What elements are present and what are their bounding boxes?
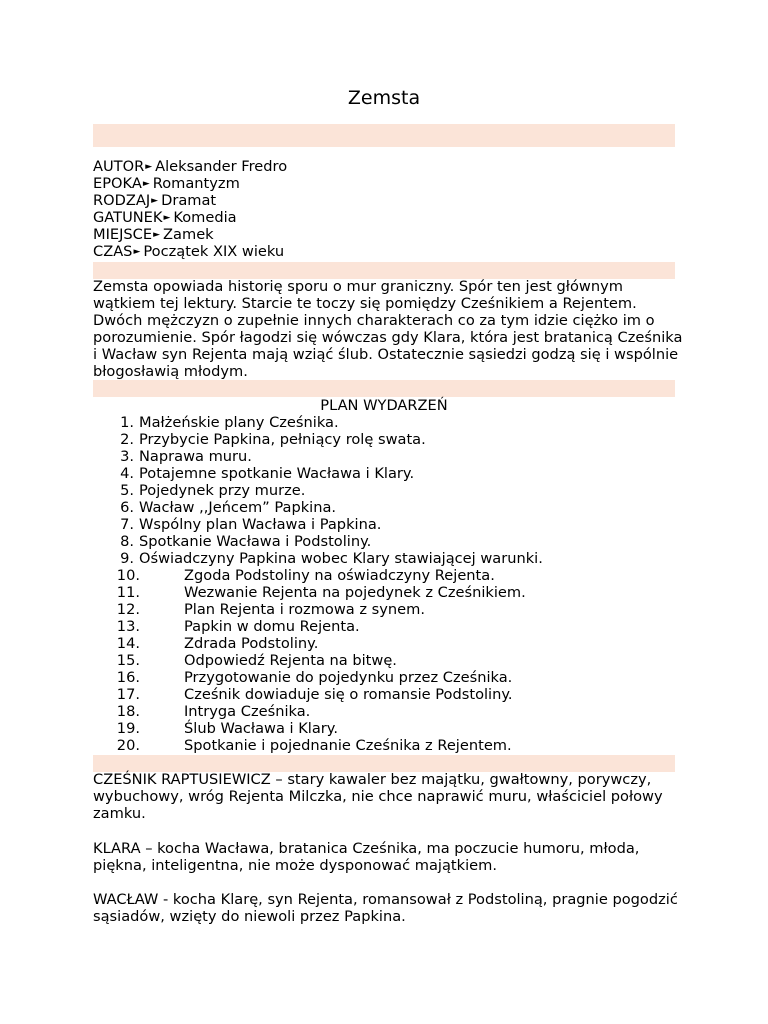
list-item: 3. Naprawa muru.: [120, 448, 252, 465]
character-klara: KLARA – kocha Wacława, bratanica Cześnika, ma poczucie humoru, młoda, piękna, inteligentna, nie może dysponować majątkiem.: [93, 840, 640, 874]
list-item: 18. Intryga Cześnika.: [116, 703, 311, 720]
list-item: 14. Zdrada Podstoliny.: [116, 635, 319, 652]
plan-list: [93, 414, 683, 754]
list-item: 7. Wspólny plan Wacława i Papkina.: [120, 516, 382, 533]
list-item: 13. Papkin w domu Rejenta.: [116, 618, 360, 635]
meta-row-author: AUTOR► Aleksander Fredro: [93, 158, 288, 175]
highlight-band: [93, 755, 675, 772]
list-item: 2. Przybycie Papkina, pełniący rolę swata.: [120, 431, 426, 448]
highlight-band: [93, 380, 675, 397]
meta-row-genre: GATUNEK► Komedia: [93, 209, 237, 226]
arrow-icon: ►: [142, 179, 150, 189]
list-item: 5. Pojedynek przy murze.: [120, 482, 306, 499]
metadata-list: [93, 158, 675, 260]
list-item: 20. Spotkanie i pojednanie Cześnika z Rejentem.: [116, 737, 512, 754]
highlight-band: [93, 262, 675, 279]
list-item: 16. Przygotowanie do pojedynku przez Cześnika.: [116, 669, 513, 686]
list-item: 10. Zgoda Podstoliny na oświadczyny Rejenta.: [116, 567, 495, 584]
plan-heading: PLAN WYDARZEŃ: [320, 397, 448, 414]
arrow-icon: ►: [133, 247, 141, 257]
list-item: 19. Ślub Wacława i Klary.: [116, 720, 338, 737]
meta-row-time: CZAS► Początek XIX wieku: [93, 243, 285, 260]
meta-row-epoch: EPOKA► Romantyzm: [93, 175, 240, 192]
list-item: 1. Małżeńskie plany Cześnika.: [120, 414, 339, 431]
list-item: 8. Spotkanie Wacława i Podstoliny.: [120, 533, 372, 550]
document-title: Zemsta: [347, 87, 421, 109]
highlight-band: [93, 124, 675, 147]
list-item: 11. Wezwanie Rejenta na pojedynek z Cześnikiem.: [116, 584, 526, 601]
arrow-icon: ►: [163, 213, 171, 223]
arrow-icon: ►: [153, 230, 161, 240]
list-item: 4. Potajemne spotkanie Wacława i Klary.: [120, 465, 415, 482]
meta-row-place: MIEJSCE► Zamek: [93, 226, 214, 243]
summary-paragraph: Zemsta opowiada historię sporu o mur graniczny. Spór ten jest głównym wątkiem tej lektury. Starcie te toczy się pomiędzy Cześnikiem a Rejentem. Dwóch mężczyzn o zupełnie innych charakterach co za tym idzie ciężko im o porozumienie. Spór łagodzi się wówczas gdy Klara, która jest bratanicą Cześnika i Wacław syn Rejenta mają wziąć ślub. Ostatecznie sąsiedzi godzą się i wspólnie błogosławią młodym.: [93, 278, 683, 380]
list-item: 15. Odpowiedź Rejenta na bitwę.: [116, 652, 397, 669]
list-item: 6. Wacław ,,Jeńcem” Papkina.: [120, 499, 337, 516]
arrow-icon: ►: [145, 162, 153, 172]
arrow-icon: ►: [151, 196, 159, 206]
character-waclaw: WACŁAW - kocha Klarę, syn Rejenta, romansował z Podstoliną, pragnie pogodzić sąsiadów, wzięty do niewoli przez Papkina.: [93, 891, 678, 925]
character-cześnik: CZEŚNIK RAPTUSIEWICZ – stary kawaler bez majątku, gwałtowny, porywczy, wybuchowy, wróg Rejenta Milczka, nie chce naprawić muru, właściciel połowy zamku.: [93, 771, 663, 822]
list-item: 9. Oświadczyny Papkina wobec Klary stawiającej warunki.: [120, 550, 543, 567]
list-item: 12. Plan Rejenta i rozmowa z synem.: [116, 601, 425, 618]
list-item: 17. Cześnik dowiaduje się o romansie Podstoliny.: [116, 686, 513, 703]
meta-row-kind: RODZAJ► Dramat: [93, 192, 217, 209]
